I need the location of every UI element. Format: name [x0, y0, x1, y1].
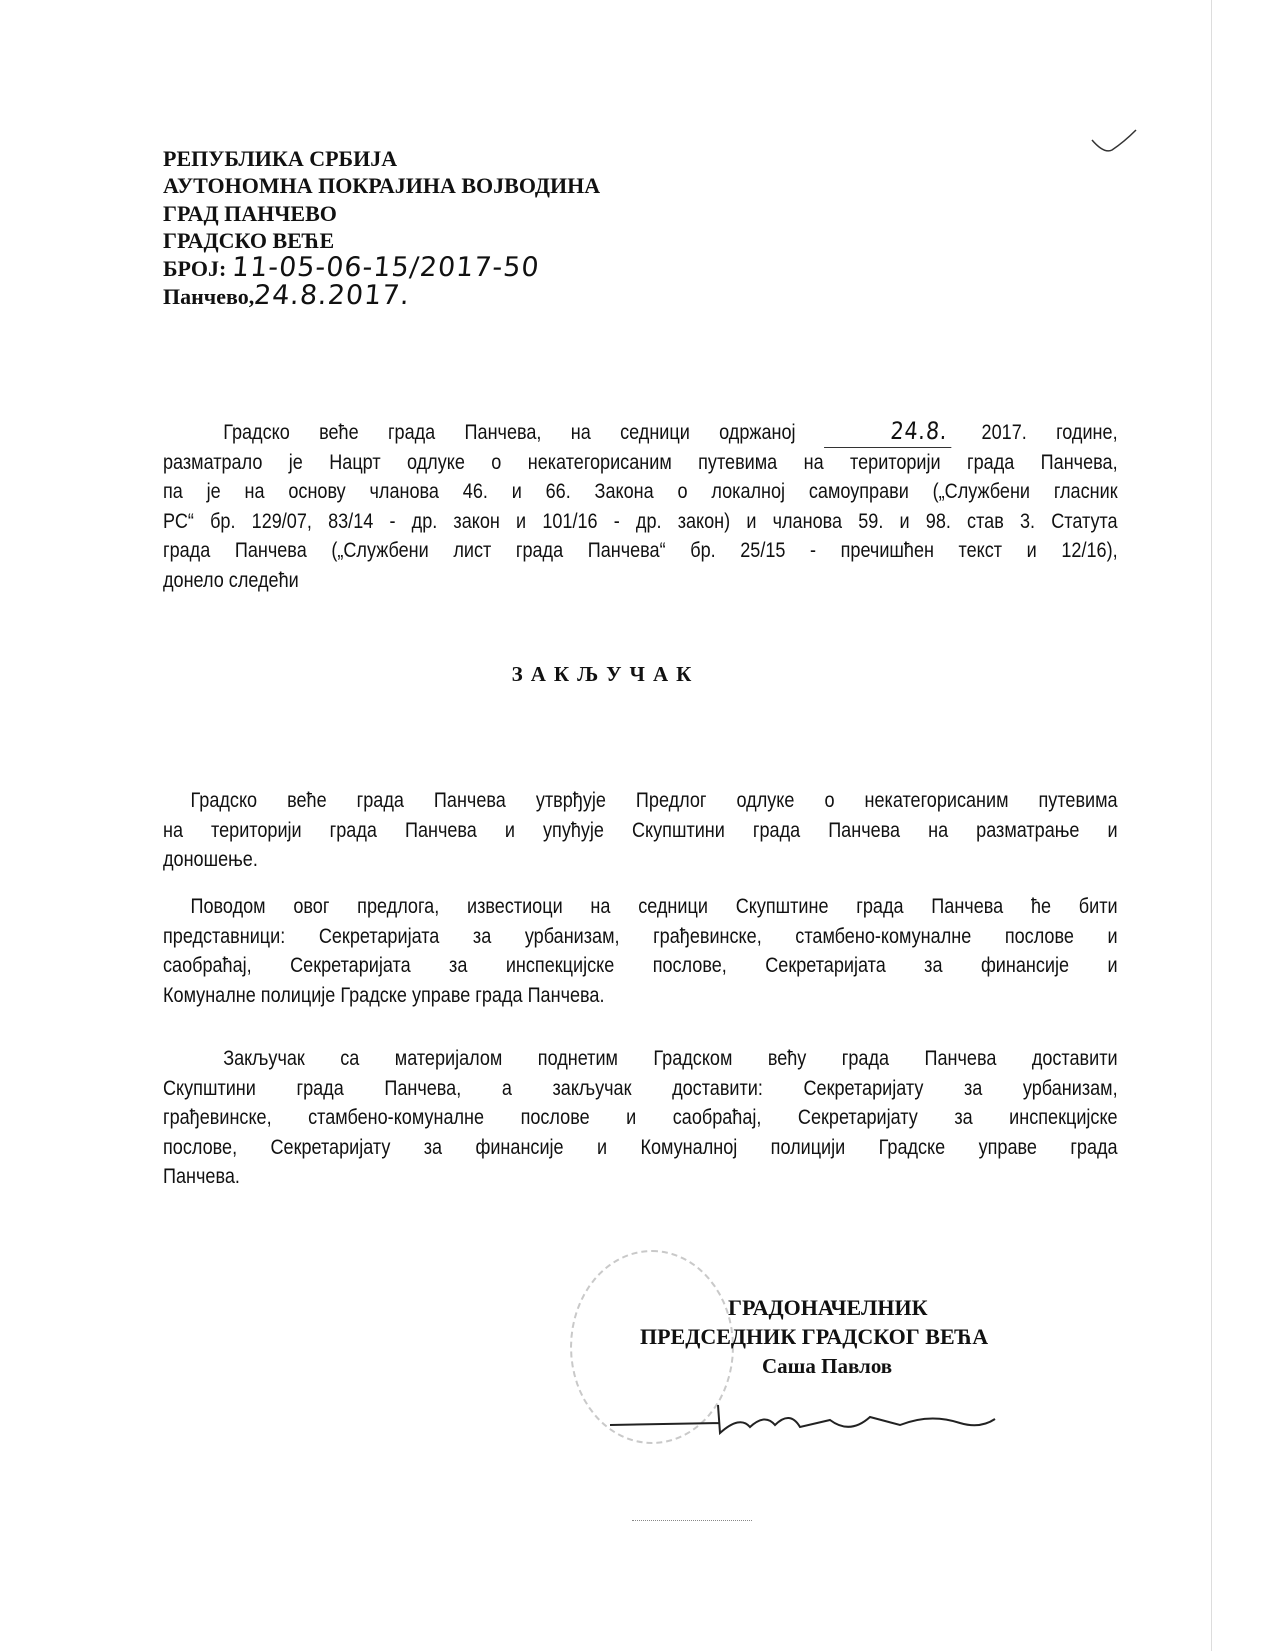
- document-title: ЗАКЉУЧАК: [511, 662, 700, 686]
- paragraph-line: РС“ бр. 129/07, 83/14 - др. закон и 101/16 - др. закон) и чланова 59. и 98. став 3. Статута: [163, 509, 1118, 533]
- handwritten-signature: [600, 1395, 1020, 1445]
- paragraph-line: Панчева.: [163, 1165, 240, 1188]
- paragraph-line: Градско веће града Панчева, на седници одржаној 24.8. 2017. године,: [163, 417, 1118, 448]
- paragraph-2: [163, 892, 1118, 1010]
- signature-title-president: ПРЕДСЕДНИК ГРАДСКОГ ВЕЋА: [640, 1324, 989, 1349]
- paragraph-line: донело следећи: [163, 568, 299, 592]
- paragraph-1: [163, 786, 1118, 875]
- signatory-name: Саша Павлов: [762, 1354, 893, 1378]
- document-number: [163, 254, 600, 282]
- divider: [632, 1520, 752, 1521]
- paragraph-line: представници: Секретаријата за урбанизам, грађевинске, стамбено-комуналне послове и: [163, 924, 1118, 948]
- number-label: БРОЈ:: [163, 256, 227, 282]
- paragraph-line: грађевинске, стамбено-комуналне послове и саобраћај, Секретаријату за инспекцијске: [163, 1106, 1118, 1129]
- place-label: Панчево,: [163, 284, 255, 310]
- paragraph-line: Градско веће града Панчева утврђује Предлог одлуке о некатегорисаним путевима: [190, 789, 1118, 812]
- signature-title-mayor: ГРАДОНАЧЕЛНИК: [728, 1295, 928, 1320]
- paragraph-line: Поводом овог предлога, известиоци на седници Скупштине града Панчева ће бити: [190, 895, 1118, 918]
- paragraph-line: Закључак са материјалом поднетим Градском већу града Панчева доставити: [223, 1047, 1118, 1070]
- paragraph-line: града Панчева („Службени лист града Панчева“ бр. 25/15 - пречишћен текст и 12/16),: [163, 539, 1118, 562]
- paragraph-line: доношење.: [163, 848, 258, 871]
- document-header: [163, 145, 600, 311]
- handwritten-session-date: 24.8.: [824, 417, 954, 448]
- paragraph-line: послове, Секретаријату за финансије и Комуналној полицији Градске управе града: [163, 1135, 1118, 1159]
- document-date: [163, 282, 600, 310]
- header-line: РЕПУБЛИКА СРБИЈА: [163, 146, 398, 171]
- checkmark-icon: [1090, 128, 1140, 158]
- paragraph-line: саобраћај, Секретаријата за инспекцијске послове, Секретаријата за финансије и: [163, 954, 1118, 977]
- paragraph-line: па је на основу чланова 46. и 66. Закона о локалној самоуправи („Службени гласник: [163, 480, 1118, 503]
- handwritten-date: 24.8.2017.: [252, 280, 412, 312]
- paragraph-3: [163, 1044, 1118, 1192]
- paragraph-line: Комуналне полиције Градске управе града Панчева.: [163, 983, 605, 1007]
- handwritten-number: 11-05-06-15/2017-50: [230, 252, 541, 284]
- header-line: АУТОНОМНА ПОКРАЈИНА ВОЈВОДИНА: [163, 173, 601, 199]
- intro-paragraph: [163, 417, 1118, 595]
- header-line: ГРАДСКО ВЕЋЕ: [163, 227, 335, 253]
- paragraph-line: разматрало је Нацрт одлуке о некатегорисаним путевима на територији града Панчева,: [163, 450, 1118, 474]
- header-line: ГРАД ПАНЧЕВО: [163, 200, 337, 226]
- scan-edge: [1211, 0, 1275, 1651]
- paragraph-line: Скупштини града Панчева, а закључак доставити: Секретаријату за урбанизам,: [163, 1076, 1118, 1100]
- paragraph-line: на територији града Панчева и упућује Скупштини града Панчева на разматрање и: [163, 818, 1118, 842]
